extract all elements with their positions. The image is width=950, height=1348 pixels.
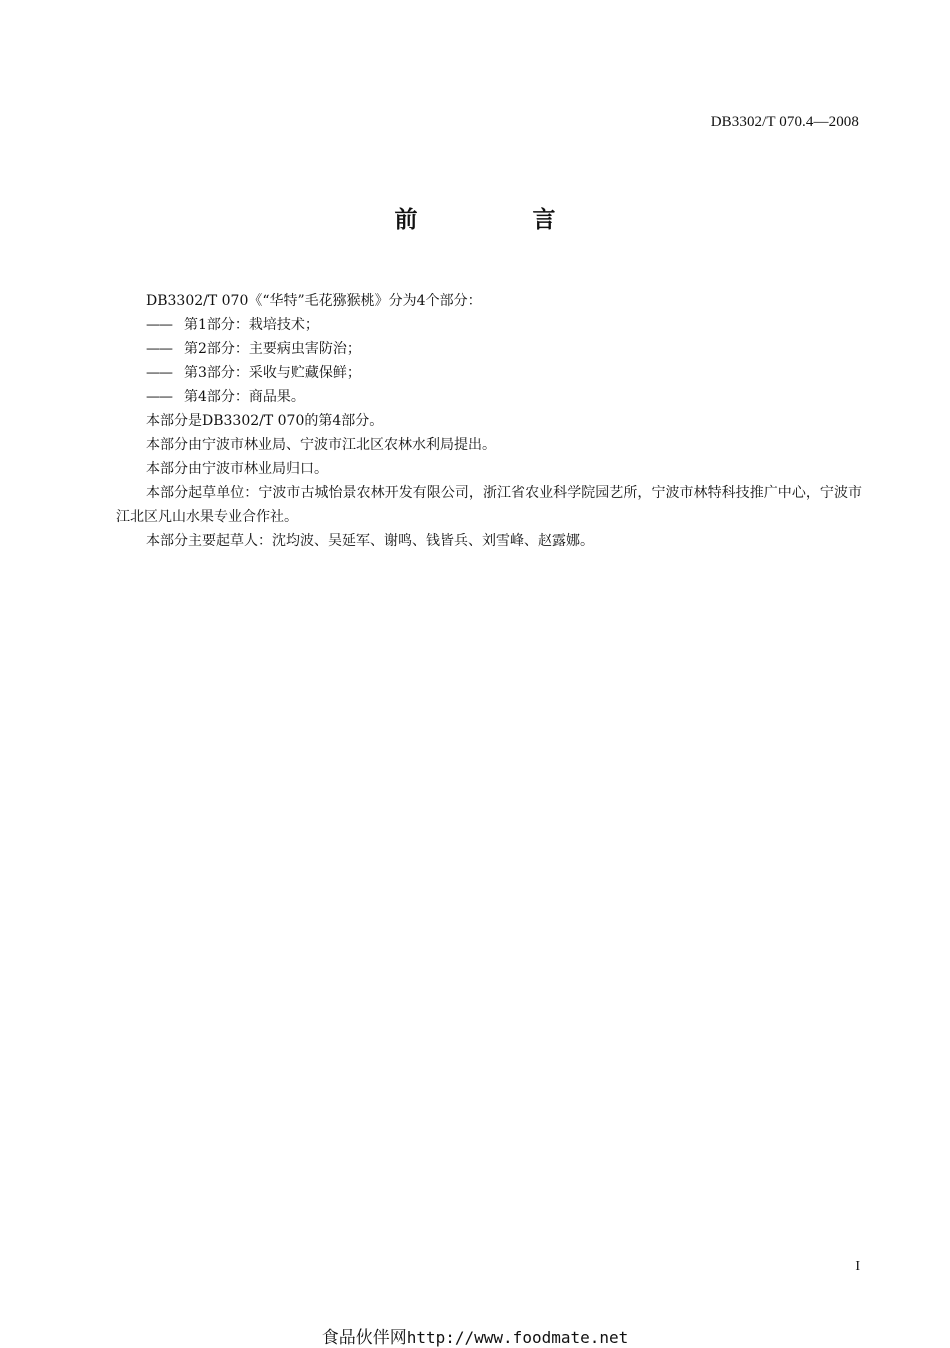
- page-number: I: [855, 1259, 860, 1274]
- list-item-text: 第1部分：栽培技术；: [184, 317, 319, 333]
- list-dash: ——: [146, 365, 172, 381]
- footer-site-name: 食品伙伴网: [321, 1328, 407, 1348]
- list-dash: ——: [146, 317, 172, 333]
- intro-paragraph: DB3302/T 070《“华特”毛花猕猴桃》分为4个部分：: [146, 293, 482, 309]
- list-item: [116, 385, 862, 409]
- foreword-content: [116, 289, 862, 553]
- list-item: [116, 361, 862, 385]
- footer-watermark: [0, 1323, 950, 1348]
- drafters: 本部分主要起草人：沈均波、吴延军、谢鸣、钱皆兵、刘雪峰、赵露娜。: [146, 533, 594, 549]
- centralized-statement: 本部分由宁波市林业局归口。: [146, 461, 328, 477]
- standard-code: DB3302/T 070.4—2008: [710, 114, 859, 130]
- list-item-text: 第2部分：主要病虫害防治；: [184, 341, 361, 357]
- page-title: 前 言: [394, 207, 602, 233]
- part-statement: 本部分是DB3302/T 070的第4部分。: [146, 413, 384, 429]
- proposer-statement: 本部分由宁波市林业局、宁波市江北区农林水利局提出。: [146, 437, 496, 453]
- list-item-text: 第4部分：商品果。: [184, 389, 305, 405]
- list-dash: ——: [146, 389, 172, 405]
- list-item: [116, 337, 862, 361]
- list-dash: ——: [146, 341, 172, 357]
- drafting-units: 本部分起草单位：宁波市古城怡景农林开发有限公司，浙江省农业科学院园艺所，宁波市林特科技推广中心，宁波市江北区凡山水果专业合作社。: [116, 485, 862, 525]
- list-item: [116, 313, 862, 337]
- footer-url[interactable]: http://www.foodmate.net: [406, 1328, 629, 1347]
- list-item-text: 第3部分：采收与贮藏保鲜；: [184, 365, 361, 381]
